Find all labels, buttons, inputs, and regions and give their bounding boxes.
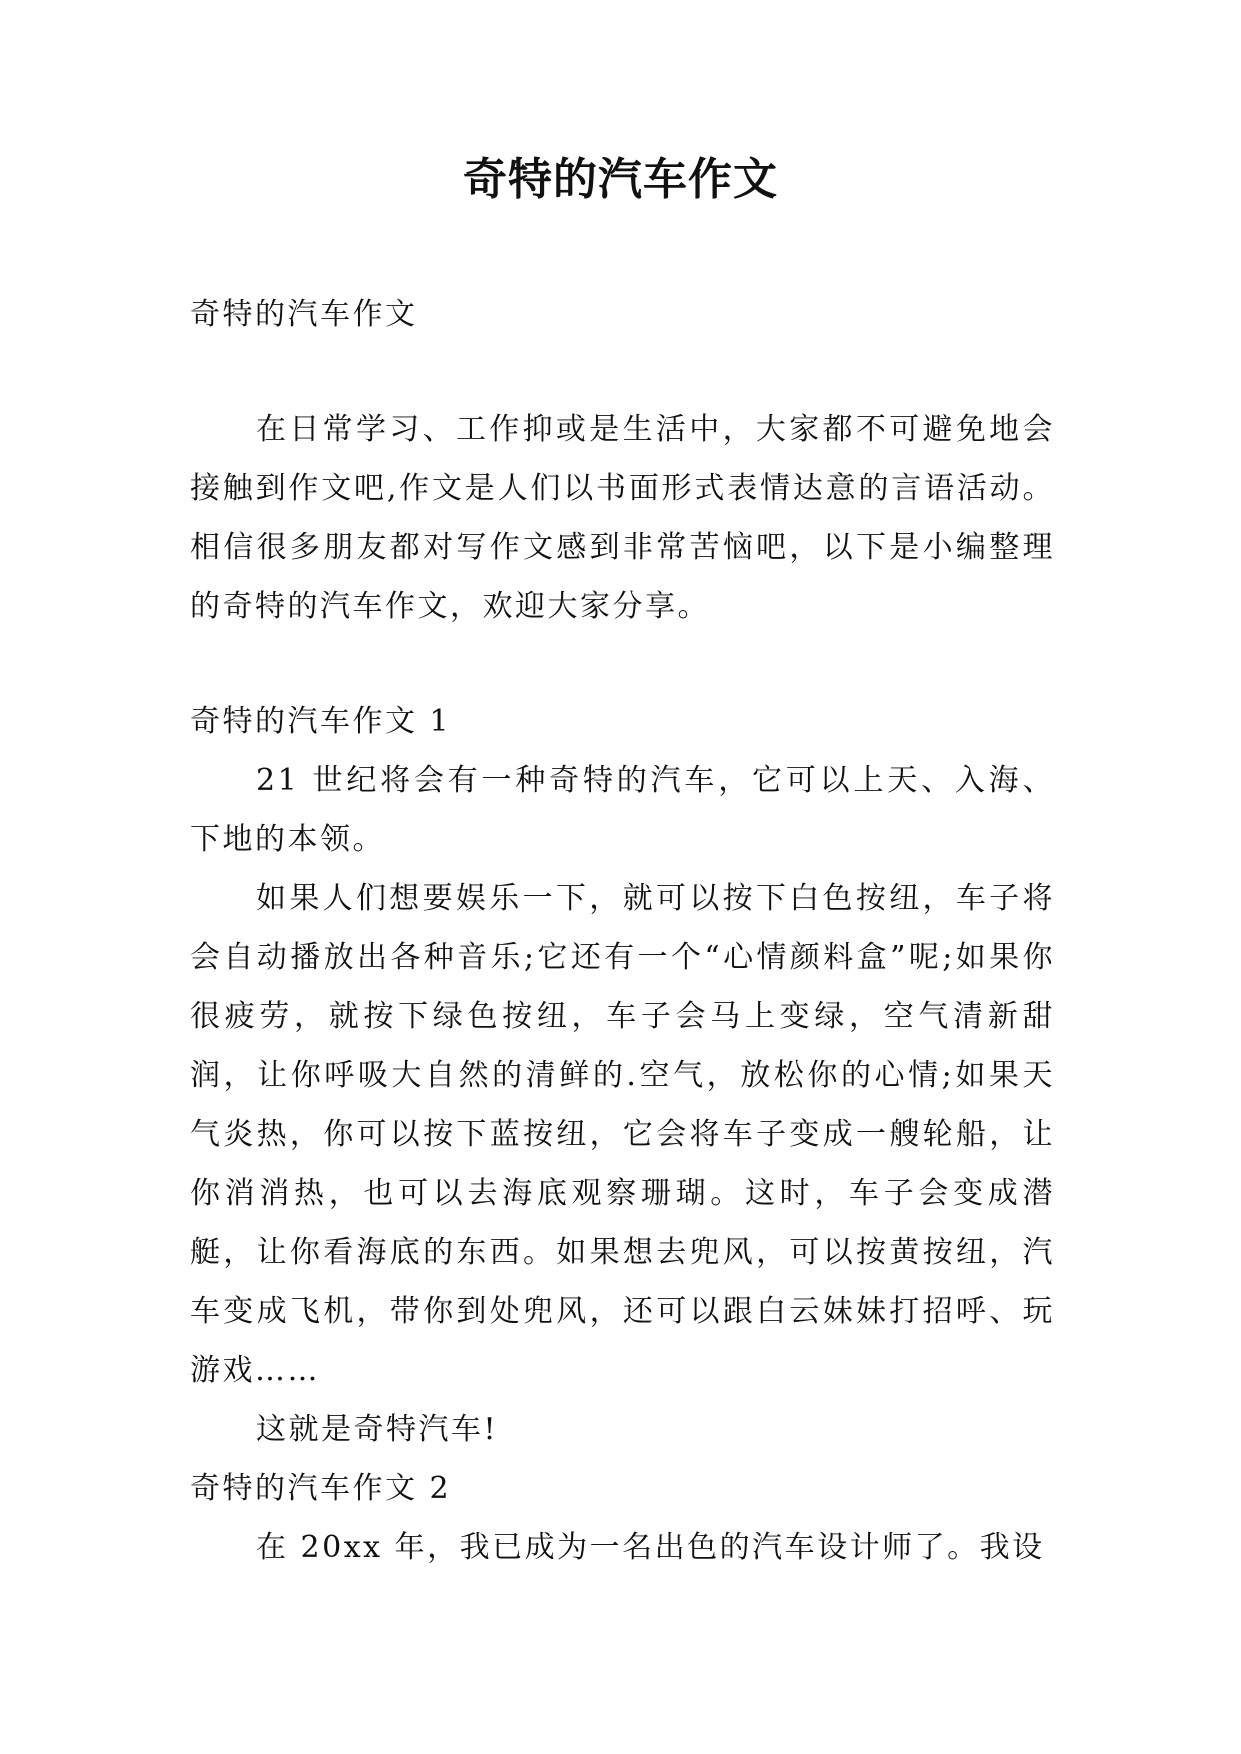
- intro-paragraph: 在日常学习、工作抑或是生活中，大家都不可避免地会接触到作文吧,作文是人们以书面形式表情达意的言语活动。相信很多朋友都对写作文感到非常苦恼吧，以下是小编整理的奇特的汽车作文，欢迎大家分享。: [190, 412, 1055, 624]
- document-body: [190, 285, 1055, 1577]
- subtitle: 奇特的汽车作文: [190, 297, 418, 332]
- essay-1-paragraph-3: 这就是奇特汽车!: [256, 1412, 499, 1447]
- essay-2-paragraph-1: 在 20xx 年，我已成为一名出色的汽车设计师了。我设: [256, 1530, 1045, 1565]
- document-title: 奇特的汽车作文: [463, 154, 778, 205]
- essay-1-paragraph-1: 21 世纪将会有一种奇特的汽车，它可以上天、入海、下地的本领。: [190, 763, 1055, 857]
- essay-1-heading: 奇特的汽车作文 1: [190, 704, 452, 739]
- essay-1-paragraph-2: 如果人们想要娱乐一下，就可以按下白色按纽，车子将会自动播放出各种音乐;它还有一个“心情颜料盒”呢;如果你很疲劳，就按下绿色按纽，车子会马上变绿，空气清新甜润，让你呼吸大自然的清鲜的.空气，放松你的心情;如果天气炎热，你可以按下蓝按纽，它会将车子变成一艘轮船，让你消消热，也可以去海底观察珊瑚。这时，车子会变成潜艇，让你看海底的东西。如果想去兜风，可以按黄按纽，汽车变成飞机，带你到处兜风，还可以跟白云妹妹打招呼、玩游戏……: [190, 881, 1055, 1388]
- essay-2-heading: 奇特的汽车作文 2: [190, 1471, 452, 1506]
